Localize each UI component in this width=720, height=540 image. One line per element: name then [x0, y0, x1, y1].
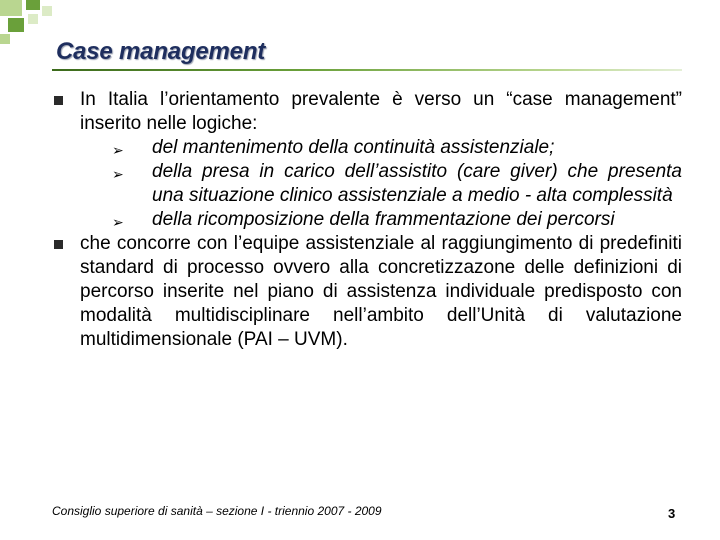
- bullet-1: [52, 88, 682, 136]
- arrow-bullet-icon: ➢: [112, 214, 124, 230]
- sub-item-text: del mantenimento della continuità assistenziale;: [152, 137, 555, 158]
- sub-item: [52, 208, 682, 232]
- footer-text: Consiglio superiore di sanità – sezione I - triennio 2007 - 2009: [52, 504, 382, 518]
- arrow-bullet-icon: ➢: [112, 166, 124, 182]
- slide-title: Case management: [56, 38, 266, 65]
- sub-item: [52, 136, 682, 160]
- square-bullet-icon: [54, 96, 63, 105]
- sub-item-text: della ricomposizione della frammentazione dei percorsi: [152, 209, 615, 230]
- bullet-2: [52, 232, 682, 352]
- sub-item: [52, 160, 682, 208]
- arrow-bullet-icon: ➢: [112, 142, 124, 158]
- page-number: 3: [668, 506, 676, 521]
- title-underline: [52, 69, 682, 71]
- bullet-2-text: che concorre con l’equipe assistenziale al raggiungimento di predefiniti standard di processo ovvero alla concretizzazone delle definizioni di percorso inserite nel piano di assistenza individuale predisposto con modalità multidisciplinare nell’ambito dell’Unità di valutazione multidimensionale (PAI – UVM).: [80, 233, 682, 350]
- slide-body: [52, 88, 682, 352]
- bullet-1-text: In Italia l’orientamento prevalente è verso un “case management” inserito nelle logiche:: [80, 89, 682, 134]
- sub-list: [52, 136, 682, 232]
- sub-item-text: della presa in carico dell’assistito (care giver) che presenta una situazione clinico assistenziale a medio - alta complessità: [152, 161, 682, 206]
- square-bullet-icon: [54, 240, 63, 249]
- corner-decoration: [0, 0, 60, 50]
